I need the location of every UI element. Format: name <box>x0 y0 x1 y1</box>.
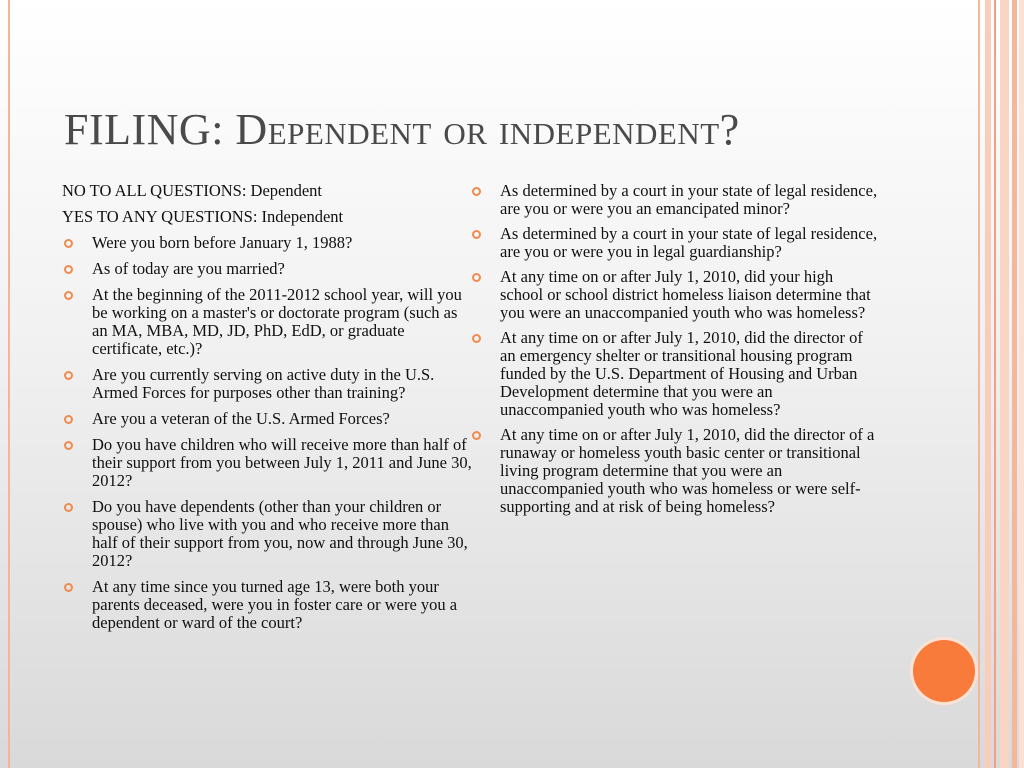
list-item-text: At any time since you turned age 13, were both your parents deceased, were you in foster care or were you a dependent or ward of the court? <box>92 577 458 632</box>
title-lead: FILING: D <box>64 105 268 154</box>
bullet-icon <box>472 334 481 343</box>
bullet-icon <box>64 441 73 450</box>
bullet-icon <box>64 265 73 274</box>
bullet-icon <box>472 230 481 239</box>
right-question-list <box>470 182 880 516</box>
list-item-text: Are you a veteran of the U.S. Armed Forces? <box>92 409 390 428</box>
list-item-text: Are you currently serving on active duty in the U.S. Armed Forces for purposes other than training? <box>92 365 435 402</box>
bullet-icon <box>64 583 73 592</box>
list-item-text: Were you born before January 1, 1988? <box>92 233 353 252</box>
right-stripe <box>985 0 991 768</box>
list-item <box>62 578 474 632</box>
left-question-list <box>62 234 474 632</box>
bullet-icon <box>64 371 73 380</box>
list-item <box>470 268 880 322</box>
list-item-text: As of today are you married? <box>92 259 285 278</box>
list-item-text: Do you have children who will receive more than half of their support from you between July 1, 2011 and June 30, 2012? <box>92 435 472 490</box>
left-border-line <box>8 0 10 768</box>
right-stripe <box>1019 0 1024 768</box>
list-item-text: At the beginning of the 2011-2012 school year, will you be working on a master's or doctorate program (such as an MA, MBA, MD, JD, PhD, EdD, or graduate certificate, etc.)? <box>92 285 462 358</box>
bullet-icon <box>64 503 73 512</box>
right-stripe <box>994 0 996 768</box>
list-item <box>470 426 880 516</box>
right-stripe <box>1012 0 1017 768</box>
bullet-icon <box>64 291 73 300</box>
list-item <box>62 260 474 278</box>
list-item-text: Do you have dependents (other than your children or spouse) who live with you and who receive more than half of their support from you, now and through June 30, 2012? <box>92 497 468 570</box>
bullet-icon <box>472 273 481 282</box>
bullet-icon <box>64 415 73 424</box>
list-item <box>62 498 474 570</box>
right-stripe <box>978 0 980 768</box>
list-item-text: As determined by a court in your state of legal residence, are you or were you in legal guardianship? <box>500 224 878 261</box>
list-item <box>470 329 880 419</box>
title-rest: ependent or independent? <box>267 105 740 154</box>
list-item <box>470 225 880 261</box>
list-item <box>62 286 474 358</box>
list-item <box>62 436 474 490</box>
right-stripe <box>1000 0 1009 768</box>
list-item-text: At any time on or after July 1, 2010, did your high school or school district homeless liaison determine that you were an unaccompanied youth who was homeless? <box>500 267 871 322</box>
rule-independent: YES TO ANY QUESTIONS: Independent <box>62 207 344 226</box>
list-item-text: As determined by a court in your state of legal residence, are you or were you an emancipated minor? <box>500 181 878 218</box>
list-item <box>62 410 474 428</box>
rule-dependent: NO TO ALL QUESTIONS: Dependent <box>62 181 323 200</box>
right-column <box>470 182 880 523</box>
list-item <box>62 234 474 252</box>
left-column <box>62 182 474 640</box>
bullet-icon <box>472 187 481 196</box>
bullet-icon <box>472 431 481 440</box>
list-item <box>470 182 880 218</box>
slide-title <box>64 104 944 155</box>
list-item <box>62 366 474 402</box>
list-item-text: At any time on or after July 1, 2010, did the director of an emergency shelter or transitional housing program funded by the U.S. Department of Housing and Urban Development determine that you were an unaccompanied youth who was homeless? <box>500 328 863 419</box>
list-item-text: At any time on or after July 1, 2010, did the director of a runaway or homeless youth basic center or transitional living program determine that you were an unaccompanied youth who was homeless or were self-supporting and at risk of being homeless? <box>500 425 875 516</box>
decorative-orange-circle <box>913 640 975 702</box>
bullet-icon <box>64 239 73 248</box>
